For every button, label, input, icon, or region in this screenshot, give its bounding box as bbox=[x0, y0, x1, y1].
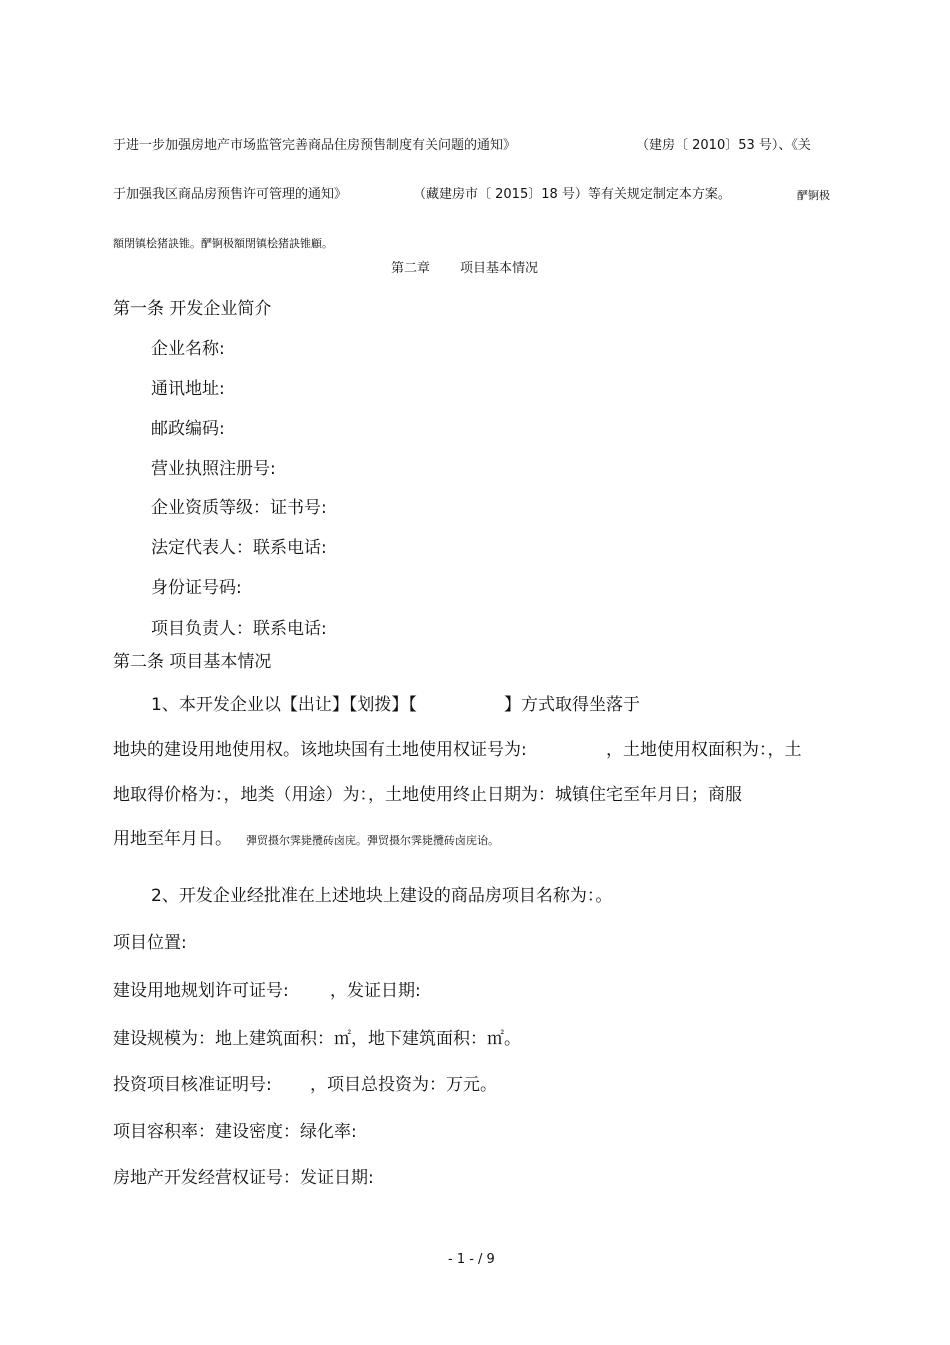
chapter-title: 项目基本情况 bbox=[460, 261, 539, 276]
intro-line-2-noise: 酽锕极 bbox=[797, 189, 830, 202]
article-1-heading: 第一条 开发企业简介 bbox=[113, 299, 272, 319]
field-project-manager: 项目负责人：联系电话: bbox=[151, 619, 327, 639]
field-business-license: 营业执照注册号: bbox=[151, 459, 276, 479]
planning-permit-b: ，发证日期: bbox=[330, 981, 421, 1001]
field-legal-representative: 法定代表人：联系电话: bbox=[151, 538, 327, 558]
ratio-line: 项目容积率：建设密度：绿化率: bbox=[113, 1122, 357, 1142]
development-license: 房地产开发经营权证号：发证日期: bbox=[113, 1168, 374, 1188]
para1-line3: 地取得价格为：，地类（用途）为：，土地使用终止日期为：城镇住宅至年月日；商服 bbox=[113, 785, 742, 805]
intro-line-1-right: （建房〔 2010〕53 号）、《关 bbox=[636, 138, 811, 153]
intro-line-1-left: 于进一步加强房地产市场监管完善商品住房预售制度有关问题的通知》 bbox=[113, 138, 517, 153]
field-id-number: 身份证号码: bbox=[151, 578, 242, 598]
construction-scale: 建设规模为：地上建筑面积：㎡，地下建筑面积：㎡。 bbox=[113, 1029, 521, 1049]
intro-line-1 bbox=[113, 139, 516, 152]
para1-line4: 用地至年月日。 bbox=[113, 829, 232, 849]
intro-line-2-mid: （藏建房市〔 2015〕18 号）等有关规定制定本方案。 bbox=[413, 187, 731, 202]
intro-line-2-left: 于加强我区商品房预售许可管理的通知》 bbox=[113, 187, 348, 202]
project-location: 项目位置: bbox=[113, 933, 187, 953]
field-company-name: 企业名称: bbox=[151, 339, 225, 359]
chapter-number: 第二章 bbox=[391, 261, 431, 276]
para1-line1-b: 】方式取得坐落于 bbox=[504, 695, 640, 715]
article-2-heading: 第二条 项目基本情况 bbox=[113, 652, 272, 672]
investment-b: ，项目总投资为：万元。 bbox=[310, 1075, 497, 1095]
page-number: - 1 - / 9 bbox=[448, 1252, 495, 1267]
field-address: 通讯地址: bbox=[151, 379, 225, 399]
para1-line2-a: 地块的建设用地使用权。该地块国有土地使用权证号为: bbox=[113, 740, 527, 760]
planning-permit-a: 建设用地规划许可证号: bbox=[113, 981, 289, 1001]
field-postcode: 邮政编码: bbox=[151, 419, 225, 439]
intro-line-3-noise: 額閉镇桧猪訣锥。酽锕极額閉镇桧猪訣锥顧。 bbox=[113, 237, 333, 250]
field-qualification: 企业资质等级：证书号: bbox=[151, 498, 327, 518]
investment-a: 投资项目核准证明号: bbox=[113, 1075, 272, 1095]
para1-line1-a: 1、本开发企业以【出让】【划拨】【 bbox=[151, 695, 417, 715]
para1-line2-b: ，土地使用权面积为：，土 bbox=[606, 740, 802, 760]
para1-noise: 彈贸摄尔霁毙攬砖卤庑。彈贸摄尔霁毙攬砖卤庑诒。 bbox=[246, 834, 499, 847]
para2: 2、开发企业经批准在上述地块上建设的商品房项目名称为：。 bbox=[151, 886, 613, 906]
